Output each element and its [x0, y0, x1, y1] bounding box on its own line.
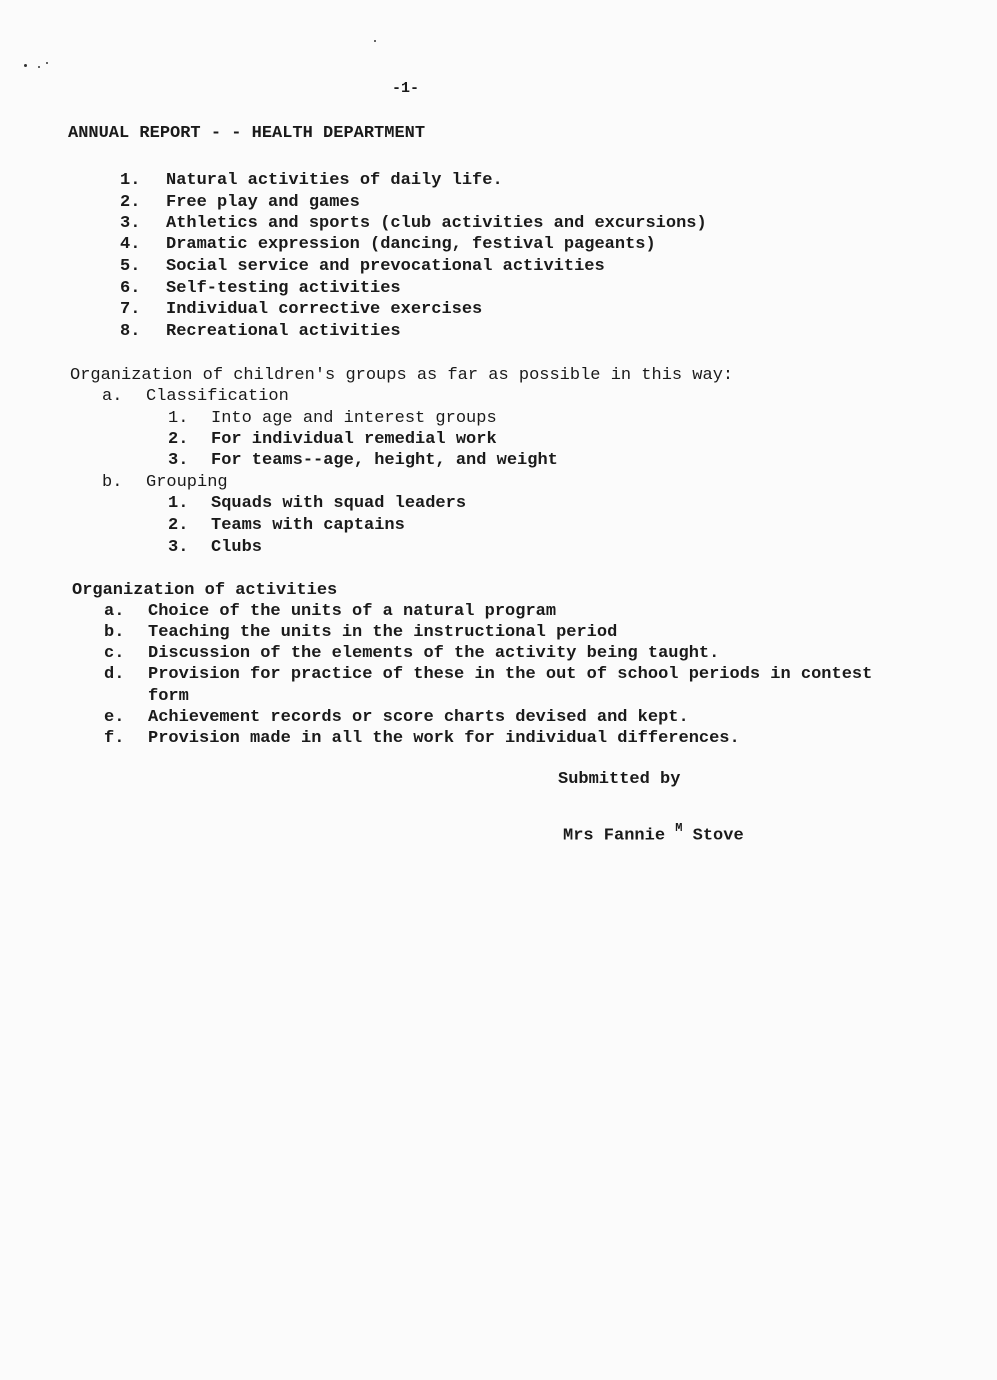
list-item: e. Achievement records or score charts devised and kept.	[104, 708, 689, 727]
list-item: 3. Clubs	[168, 538, 263, 557]
list-item: b. Teaching the units in the instructional period	[104, 623, 618, 642]
list-item: 8. Recreational activities	[120, 322, 401, 341]
groups-intro: Organization of children's groups as far as possible in this way:	[70, 366, 734, 385]
list-item: f. Provision made in all the work for individual differences.	[104, 729, 740, 748]
grouping-heading: b. Grouping	[102, 473, 228, 492]
list-item-continuation: form	[148, 687, 189, 706]
list-item: 1. Into age and interest groups	[168, 409, 497, 428]
list-item: 1. Squads with squad leaders	[168, 494, 467, 513]
list-item: 2. Free play and games	[120, 193, 360, 212]
list-item: 4. Dramatic expression (dancing, festival pageants)	[120, 235, 656, 254]
submitted-by: Submitted by	[558, 770, 681, 789]
submitter-name: Mrs Fannie $^M$ Stove	[563, 821, 744, 846]
list-item: c. Discussion of the elements of the activity being taught.	[104, 644, 720, 663]
list-item: d. Provision for practice of these in the out of school periods in contest	[104, 665, 873, 684]
list-item: 3. For teams--age, height, and weight	[168, 451, 558, 470]
list-item: a. Choice of the units of a natural program	[104, 602, 557, 621]
list-item: 6. Self-testing activities	[120, 279, 401, 298]
list-item: 1. Natural activities of daily life.	[120, 171, 503, 190]
list-item: 7. Individual corrective exercises	[120, 300, 483, 319]
list-item: 2. For individual remedial work	[168, 430, 497, 449]
page-number: -1-	[392, 80, 420, 97]
activities-org-title: Organization of activities	[72, 581, 338, 600]
classification-heading: a. Classification	[102, 387, 289, 406]
list-item: 3. Athletics and sports (club activities and excursions)	[120, 214, 707, 233]
list-item: 5. Social service and prevocational activities	[120, 257, 605, 276]
list-item: 2. Teams with captains	[168, 516, 405, 535]
document-heading: ANNUAL REPORT - - HEALTH DEPARTMENT	[68, 124, 426, 143]
